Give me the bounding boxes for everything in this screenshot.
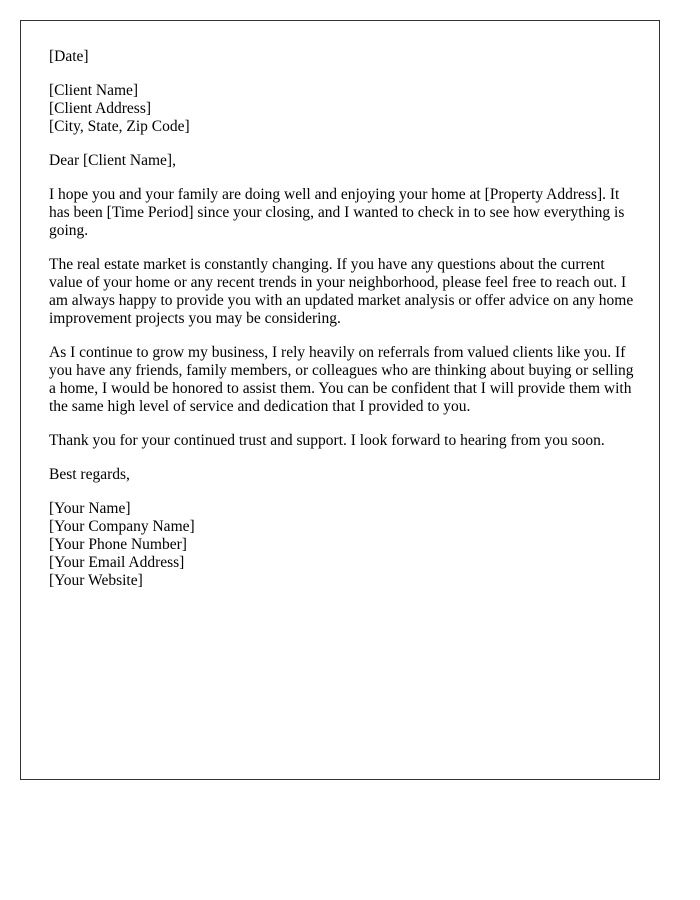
- closing: Best regards,: [49, 466, 130, 483]
- salutation-block: [49, 152, 639, 170]
- date-block: [49, 48, 639, 66]
- signature-phone: [Your Phone Number]: [49, 536, 187, 553]
- letter-date: [Date]: [49, 48, 89, 65]
- signature-website: [Your Website]: [49, 572, 143, 589]
- letter-body: [49, 48, 639, 606]
- recipient-name: [Client Name]: [49, 82, 139, 99]
- signature-company: [Your Company Name]: [49, 518, 195, 535]
- letter-page: [20, 20, 660, 780]
- signature-email: [Your Email Address]: [49, 554, 185, 571]
- salutation: Dear [Client Name],: [49, 152, 176, 169]
- paragraph-checkin: I hope you and your family are doing well and enjoying your home at [Property Address]. It has been [Time Period] since your closing, and I wanted to check in to see how everything is going.: [49, 186, 625, 239]
- signature-name: [Your Name]: [49, 500, 131, 517]
- signature-block: [49, 500, 639, 590]
- recipient-city-state-zip: [City, State, Zip Code]: [49, 118, 190, 135]
- paragraph-market: The real estate market is constantly changing. If you have any questions about the current value of your home or any recent trends in your neighborhood, please feel free to reach out. I am always happy to provide you with an updated market analysis or offer advice on any home improvement projects you may be considering.: [49, 256, 634, 327]
- recipient-address-block: [49, 82, 639, 136]
- closing-block: [49, 466, 639, 484]
- paragraph-referrals: As I continue to grow my business, I rely heavily on referrals from valued clients like you. If you have any friends, family members, or colleagues who are thinking about buying or selling a home, I would be honored to assist them. You can be confident that I will provide them with the same high level of service and dedication that I provided to you.: [49, 344, 634, 415]
- recipient-address: [Client Address]: [49, 100, 152, 117]
- paragraph-thanks: Thank you for your continued trust and support. I look forward to hearing from you soon.: [49, 432, 605, 449]
